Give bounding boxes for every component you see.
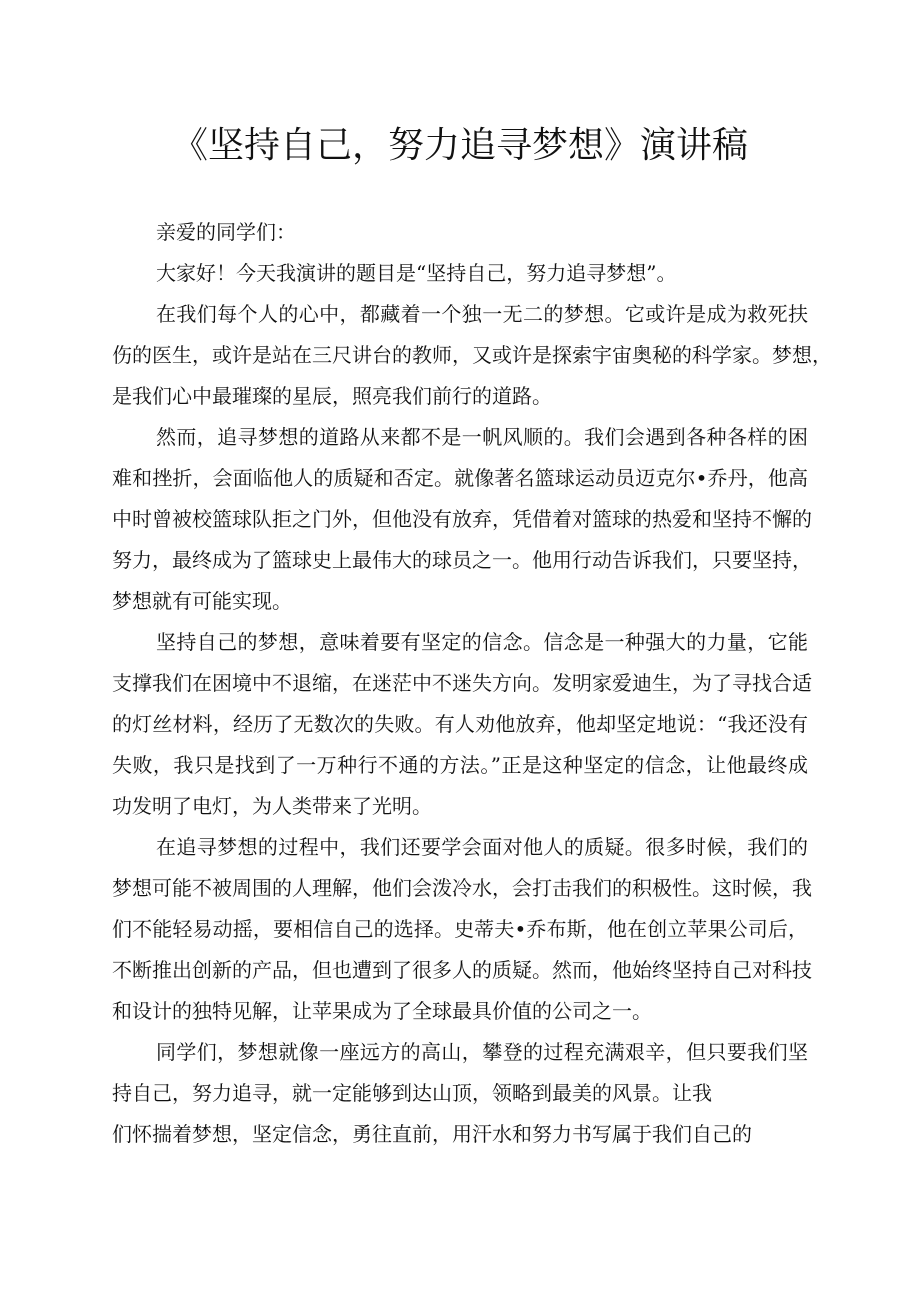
paragraph-line: 亲爱的同学们： <box>156 220 296 244</box>
document-body <box>112 212 832 1155</box>
paragraph-line: 的灯丝材料，经历了无数次的失败。有人劝他放弃，他却坚定地说：“我还没有 <box>112 712 808 736</box>
paragraph-edison <box>112 622 812 827</box>
paragraph-line: 同学们，梦想就像一座远方的高山，攀登的过程充满艰辛，但只要我们坚 <box>156 1040 808 1064</box>
paragraph-line: 坚持自己的梦想，意味着要有坚定的信念。信念是一种强大的力量，它能 <box>156 630 808 654</box>
document-title: 《坚持自己，努力追寻梦想》演讲稿 <box>171 125 748 166</box>
paragraph-intro <box>112 253 808 294</box>
paragraph-line: 在我们每个人的心中，都藏着一个独一无二的梦想。它或许是成为救死扶 <box>156 302 808 326</box>
paragraph-jordan <box>112 417 812 622</box>
paragraph-closing <box>112 1032 808 1155</box>
paragraph-line: 中时曾被校篮球队拒之门外，但他没有放弃，凭借着对篮球的热爱和坚持不懈的 <box>112 507 812 531</box>
paragraph-line: 支撑我们在困境中不退缩，在迷茫中不迷失方向。发明家爱迪生，为了寻找合适 <box>112 671 812 695</box>
paragraph-line: 功发明了电灯，为人类带来了光明。 <box>112 794 432 818</box>
paragraph-line: 努力，最终成为了篮球史上最伟大的球员之一。他用行动告诉我们，只要坚持， <box>112 548 812 572</box>
paragraph-line: 大家好！今天我演讲的题目是“坚持自己，努力追寻梦想”。 <box>156 261 677 285</box>
paragraph-greeting <box>112 212 808 253</box>
paragraph-line: 难和挫折，会面临他人的质疑和否定。就像著名篮球运动员迈克尔•乔丹，他高 <box>112 466 808 490</box>
paragraph-line: 梦想可能不被周围的人理解，他们会泼冷水，会打击我们的积极性。这时候，我 <box>112 876 812 900</box>
paragraph-line: 然而，追寻梦想的道路从来都不是一帆风顺的。我们会遇到各种各样的困 <box>156 425 808 449</box>
paragraph-line: 们不能轻易动摇，要相信自己的选择。史蒂夫•乔布斯，他在创立苹果公司后， <box>112 917 808 941</box>
paragraph-line: 梦想就有可能实现。 <box>112 589 292 613</box>
paragraph-line: 在追寻梦想的过程中，我们还要学会面对他人的质疑。很多时候，我们的 <box>156 835 808 859</box>
paragraph-line: 和设计的独特见解，让苹果成为了全球最具价值的公司之一。 <box>112 999 652 1023</box>
paragraph-dream <box>112 294 832 417</box>
paragraph-jobs <box>112 827 812 1032</box>
paragraph-line: 是我们心中最璀璨的星辰，照亮我们前行的道路。 <box>112 384 552 408</box>
paragraph-line: 不断推出创新的产品，但也遭到了很多人的质疑。然而，他始终坚持自己对科技 <box>112 958 812 982</box>
paragraph-line: 持自己，努力追寻，就一定能够到达山顶，领略到最美的风景。让我 <box>112 1081 712 1105</box>
paragraph-line: 伤的医生，或许是站在三尺讲台的教师，又或许是探索宇宙奥秘的科学家。梦想， <box>112 343 832 367</box>
paragraph-line: 们怀揣着梦想，坚定信念，勇往直前，用汗水和努力书写属于我们自己的 <box>112 1122 752 1146</box>
paragraph-line: 失败，我只是找到了一万种行不通的方法。”正是这种坚定的信念，让他最终成 <box>112 753 808 777</box>
